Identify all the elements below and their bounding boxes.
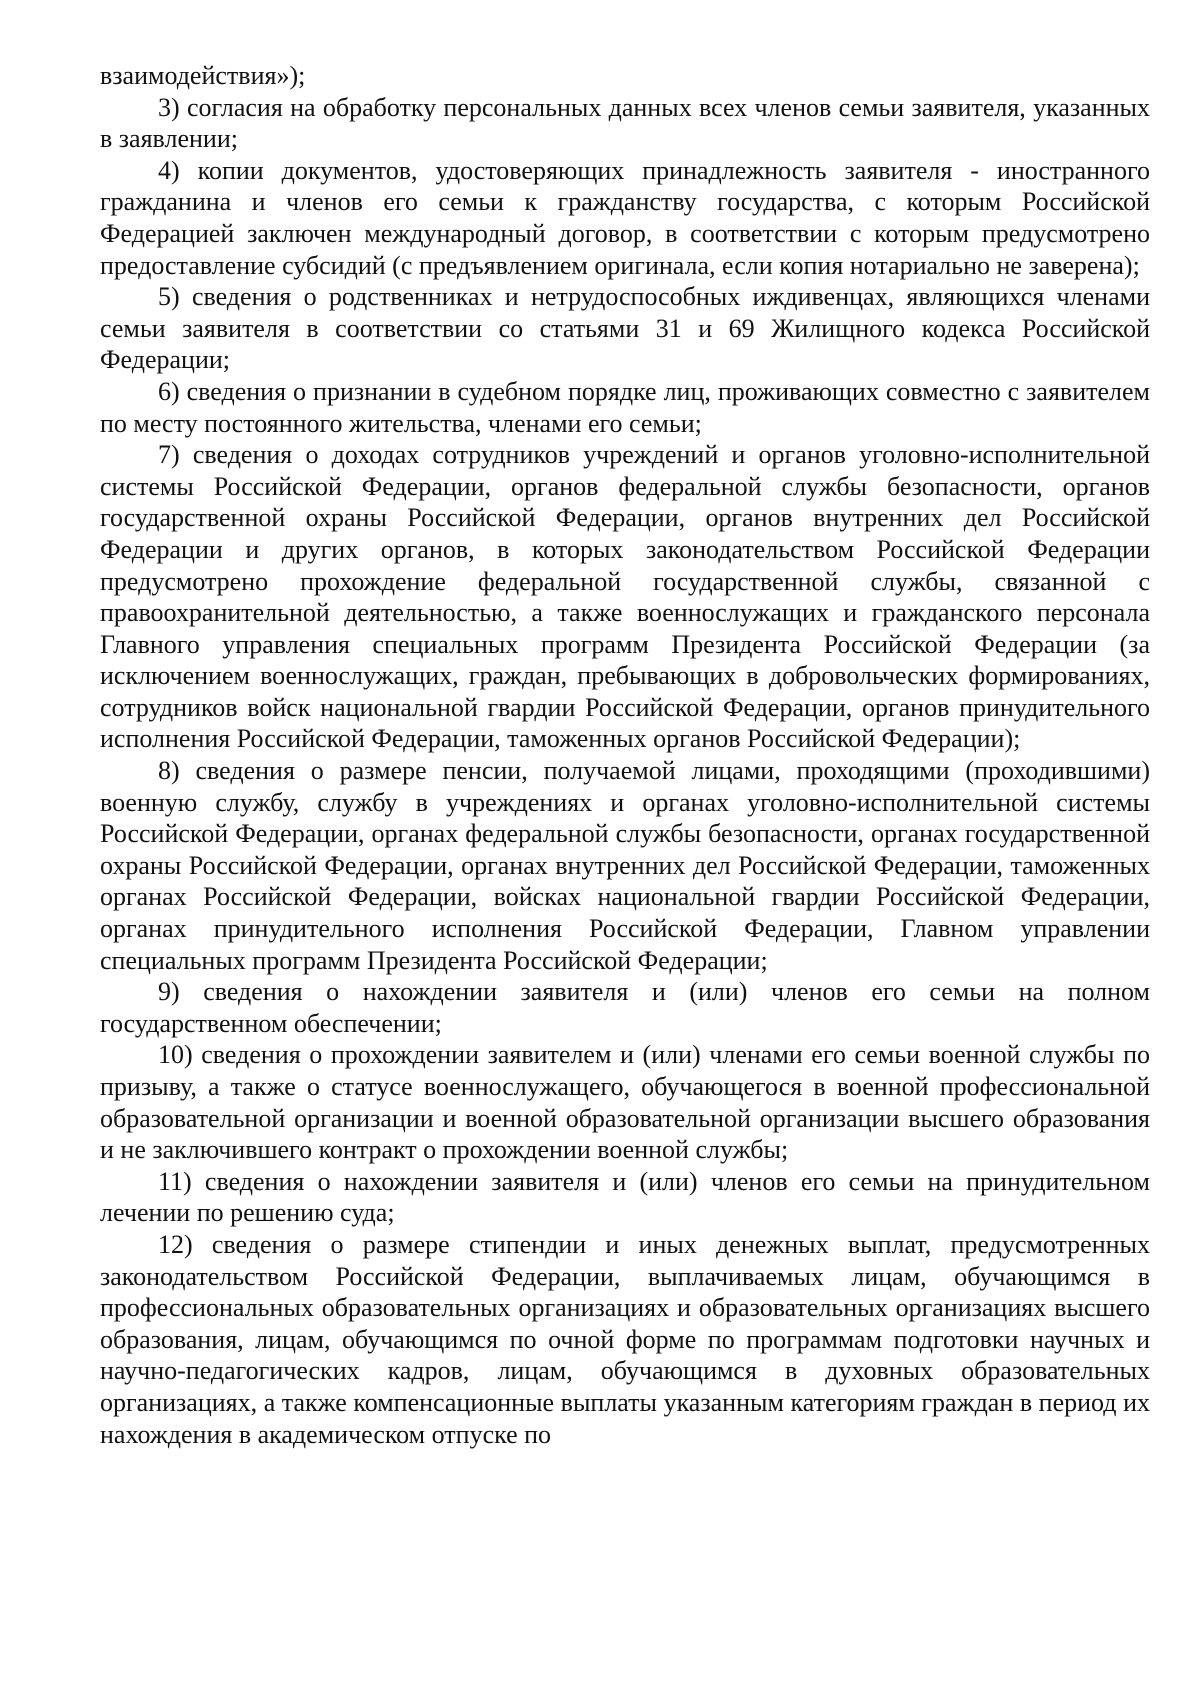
list-item-10: 10) сведения о прохождении заявителем и (или) членами его семьи военной службы по призыву, а также о статусе военнослужащего, обучающегося в военной профессиональной образовательной организации и военной образовательной организации высшего образования и не заключившего контракт о прохождении военной службы;: [100, 1040, 1150, 1165]
list-item-6: 6) сведения о признании в судебном порядке лиц, проживающих совместно с заявителем по месту постоянного жительства, членами его семьи;: [100, 376, 1150, 438]
list-item-11: 11) сведения о нахождении заявителя и (или) членов его семьи на принудительном лечении по решению суда;: [100, 1166, 1150, 1228]
list-item-12: 12) сведения о размере стипендии и иных денежных выплат, предусмотренных законодательством Российской Федерации, выплачиваемых лицам, обучающимся в профессиональных образовательных организациях и образовательных организациях высшего образования, лицам, обучающимся по очной форме по программам подготовки научных и научно-педагогических кадров, лицам, обучающимся в духовных образовательных организациях, а также компенсационные выплаты указанным категориям граждан в период их нахождения в академическом отпуске по: [100, 1229, 1150, 1449]
paragraph-continuation: взаимодействия»);: [100, 61, 306, 90]
list-item-9: 9) сведения о нахождении заявителя и (или) членов его семьи на полном государственном обеспечении;: [100, 977, 1150, 1038]
list-item-3: 3) согласия на обработку персональных данных всех членов семьи заявителя, указанных в заявлении;: [100, 92, 1150, 154]
list-item-7: 7) сведения о доходах сотрудников учреждений и органов уголовно-исполнительной системы Российской Федерации, органов федеральной службы безопасности, органов государственной охраны Российской Федерации, органов внутренних дел Российской Федерации и других органов, в которых законодательством Российской Федерации предусмотрено прохождение федеральной государственной службы, связанной с правоохранительной деятельностью, а также военнослужащих и гражданского персонала Главного управления специальных программ Президента Российской Федерации (за исключением военнослужащих, граждан, пребывающих в добровольческих формированиях, сотрудников войск национальной гвардии Российской Федерации, органов принудительного исполнения Российской Федерации, таможенных органов Российской Федерации);: [100, 440, 1150, 754]
list-item-8: 8) сведения о размере пенсии, получаемой лицами, проходящими (проходившими) военную службу, службу в учреждениях и органах уголовно-исполнительной системы Российской Федерации, органах федеральной службы безопасности, органах государственной охраны Российской Федерации, органах внутренних дел Российской Федерации, таможенных органах Российской Федерации, войсках национальной гвардии Российской Федерации, органах принудительного исполнения Российской Федерации, Главном управлении специальных программ Президента Российской Федерации;: [100, 756, 1150, 975]
document-page: [100, 60, 1150, 1450]
list-item-5: 5) сведения о родственниках и нетрудоспособных иждивенцах, являющихся членами семьи заявителя в соответствии со статьями 31 и 69 Жилищного кодекса Российской Федерации;: [100, 282, 1150, 375]
list-item-4: 4) копии документов, удостоверяющих принадлежность заявителя - иностранного гражданина и членов его семьи к гражданству государства, с которым Российской Федерацией заключен международный договор, в соответствии с которым предусмотрено предоставление субсидий (с предъявлением оригинала, если копия нотариально не заверена);: [100, 155, 1150, 280]
